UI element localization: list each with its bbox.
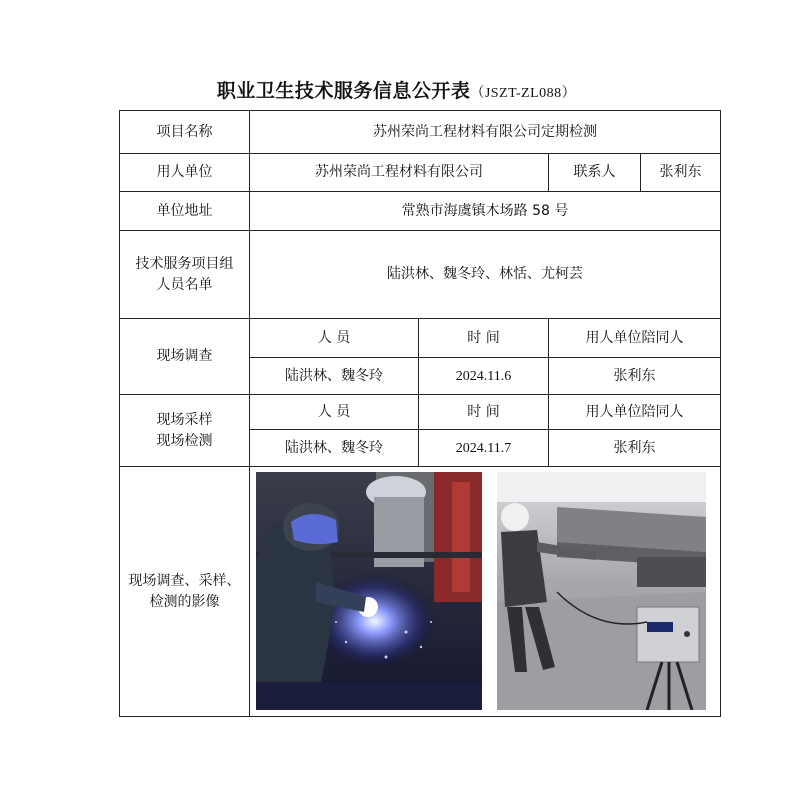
team-value: 陆洪林、魏冬玲、林恬、尤柯芸 xyxy=(250,231,721,319)
welding-photo-icon xyxy=(256,472,482,710)
employer-value: 苏州荣尚工程材料有限公司 xyxy=(250,154,549,192)
row-sampling-header xyxy=(120,395,721,430)
row-images xyxy=(120,467,721,717)
survey-personnel: 陆洪林、魏冬玲 xyxy=(250,358,419,395)
row-survey-header xyxy=(120,319,721,358)
row-employer xyxy=(120,154,721,192)
images-label xyxy=(120,467,250,717)
survey-escort: 张利东 xyxy=(549,358,721,395)
sampling-header-personnel: 人 员 xyxy=(250,395,419,430)
sampling-label-line2: 现场检测 xyxy=(156,432,213,449)
row-address xyxy=(120,192,721,231)
info-table xyxy=(119,110,721,717)
sampling-header-time: 时 间 xyxy=(419,395,549,430)
title-main: 职业卫生技术服务信息公开表 xyxy=(216,80,471,102)
project-name-label: 项目名称 xyxy=(120,111,250,154)
survey-time: 2024.11.6 xyxy=(419,358,549,395)
survey-header-personnel: 人 员 xyxy=(250,319,419,358)
title-code: （JSZT-ZL088） xyxy=(470,86,577,101)
team-label xyxy=(120,231,250,319)
sampling-personnel: 陆洪林、魏冬玲 xyxy=(250,430,419,467)
address-value: 常熟市海虞镇木场路 58 号 xyxy=(250,192,721,231)
images-cell xyxy=(250,467,721,717)
survey-label: 现场调查 xyxy=(120,319,250,395)
row-project-name xyxy=(120,111,721,154)
row-team xyxy=(120,231,721,319)
page-title xyxy=(0,76,793,103)
team-label-line2: 人员名单 xyxy=(156,276,213,293)
photo-sampling-detection xyxy=(497,472,706,710)
sampling-header-escort: 用人单位陪同人 xyxy=(549,395,721,430)
survey-header-time: 时 间 xyxy=(419,319,549,358)
sampling-escort: 张利东 xyxy=(549,430,721,467)
project-name-value: 苏州荣尚工程材料有限公司定期检测 xyxy=(250,111,721,154)
employer-label: 用人单位 xyxy=(120,154,250,192)
sampling-label xyxy=(120,395,250,467)
contact-label: 联系人 xyxy=(549,154,641,192)
address-label: 单位地址 xyxy=(120,192,250,231)
sampling-time: 2024.11.7 xyxy=(419,430,549,467)
photo-survey-welding xyxy=(256,472,482,710)
images-label-line2: 检测的影像 xyxy=(149,593,220,610)
team-label-line1: 技术服务项目组 xyxy=(135,255,234,272)
contact-value: 张利东 xyxy=(641,154,721,192)
survey-header-escort: 用人单位陪同人 xyxy=(549,319,721,358)
detection-photo-icon xyxy=(497,472,706,710)
sampling-label-line1: 现场采样 xyxy=(156,411,213,428)
images-label-line1: 现场调查、采样、 xyxy=(128,572,241,589)
